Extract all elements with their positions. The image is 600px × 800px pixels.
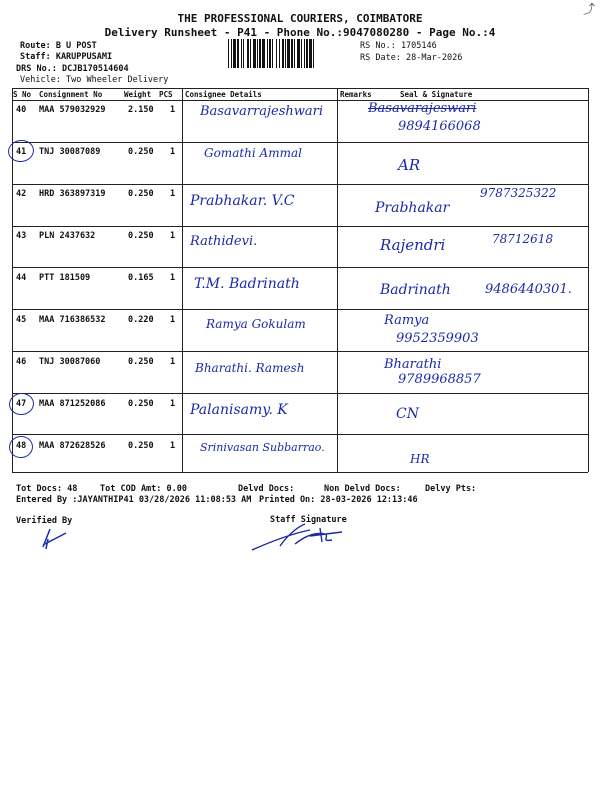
verified-by-signature-mark — [40, 525, 70, 551]
row-weight: 0.250 — [128, 441, 154, 451]
row-consignment: TNJ 30087089 — [39, 147, 101, 157]
row-weight: 0.250 — [128, 189, 154, 199]
row-pcs: 1 — [170, 147, 176, 157]
column-header-consignment: Consignment No — [39, 90, 103, 99]
row-pcs: 1 — [170, 441, 176, 451]
row-pcs: 1 — [170, 399, 176, 409]
row-pcs: 1 — [170, 231, 176, 241]
row-pcs: 1 — [170, 189, 176, 199]
row-weight: 0.220 — [128, 315, 154, 325]
handwritten-signature: Basavarajeswari — [368, 101, 477, 116]
row-pcs: 1 — [170, 105, 176, 115]
column-header-sno: S No — [13, 90, 32, 99]
row-sno: 48 — [16, 441, 27, 451]
row-weight: 0.250 — [128, 357, 154, 367]
entered-by: Entered By :JAYANTHIP41 03/28/2026 11:08:53 AM — [16, 495, 252, 505]
row-pcs: 1 — [170, 357, 176, 367]
barcode-image — [228, 39, 356, 68]
row-divider — [12, 142, 588, 143]
table-header-divider — [12, 100, 588, 101]
row-sno: 45 — [16, 315, 27, 325]
row-consignment: MAA 716386532 — [39, 315, 106, 325]
row-consignment: PLN 2437632 — [39, 231, 96, 241]
row-sno: 44 — [16, 273, 27, 283]
table-bottom-border — [12, 472, 588, 473]
row-sno: 47 — [16, 399, 27, 409]
row-pcs: 1 — [170, 273, 176, 283]
total-docs: Tot Docs: 48 — [16, 484, 78, 494]
row-pcs: 1 — [170, 315, 176, 325]
row-sno: 41 — [16, 147, 27, 157]
delivery-points: Delvy Pts: — [425, 484, 477, 494]
staff-signature-scrawl — [250, 522, 350, 554]
row-weight: 0.250 — [128, 147, 154, 157]
handwritten-signature: Ramya — [384, 313, 430, 328]
handwritten-consignee: Ramya Gokulam — [206, 317, 306, 331]
handwritten-signature: Badrinath — [380, 282, 451, 298]
row-sno: 46 — [16, 357, 27, 367]
row-consignment: MAA 872628526 — [39, 441, 106, 451]
row-divider — [12, 267, 588, 268]
row-sno: 43 — [16, 231, 27, 241]
row-divider — [12, 351, 588, 352]
row-divider — [12, 434, 588, 435]
handwritten-signature: CN — [396, 406, 419, 422]
row-weight: 0.250 — [128, 399, 154, 409]
non-delivered-docs: Non Delvd Docs: — [324, 484, 401, 494]
handwritten-phone: 9789968857 — [398, 372, 481, 387]
row-divider — [12, 226, 588, 227]
handwritten-signature: Bharathi — [384, 357, 442, 372]
total-cod-amount: Tot COD Amt: 0.00 — [100, 484, 187, 494]
handwritten-signature: Prabhakar — [375, 200, 450, 216]
handwritten-phone: 9894166068 — [398, 119, 481, 134]
row-consignment: HRD 363897319 — [39, 189, 106, 199]
column-header-pcs: PCS — [159, 90, 173, 99]
handwritten-consignee: T.M. Badrinath — [194, 276, 300, 292]
rs-number: RS No.: 1705146 — [360, 41, 437, 51]
table-right-border — [588, 88, 589, 472]
row-weight: 0.250 — [128, 231, 154, 241]
document-title: THE PROFESSIONAL COURIERS, COIMBATORE — [177, 12, 423, 25]
row-weight: 0.165 — [128, 273, 154, 283]
handwritten-signature: Rajendri — [380, 236, 446, 254]
row-consignment: PTT 181509 — [39, 273, 91, 283]
row-consignment: MAA 871252086 — [39, 399, 106, 409]
runsheet-subtitle: Delivery Runsheet - P41 - Phone No.:9047080280 - Page No.:4 — [104, 26, 496, 39]
row-divider — [12, 309, 588, 310]
handwritten-consignee: Srinivasan Subbarrao. — [200, 441, 325, 454]
corner-arrow-icon: ⤴ — [583, 2, 596, 16]
printed-on: Printed On: 28-03-2026 12:13:46 — [259, 495, 418, 505]
column-header-signature: Seal & Signature — [400, 90, 473, 99]
handwritten-consignee: Basavarrajeshwari — [200, 104, 324, 119]
rs-date: RS Date: 28-Mar-2026 — [360, 53, 463, 63]
verified-by-label: Verified By — [16, 516, 73, 526]
handwritten-phone: 9787325322 — [480, 186, 557, 200]
delivered-docs: Delvd Docs: — [238, 484, 295, 494]
handwritten-consignee: Gomathi Ammal — [204, 146, 302, 160]
column-divider — [337, 88, 338, 472]
row-weight: 2.150 — [128, 105, 154, 115]
route-label: Route: B U POST — [20, 41, 97, 51]
staff-signature-label: Staff Signature — [270, 515, 347, 525]
handwritten-consignee: Bharathi. Ramesh — [195, 361, 305, 375]
handwritten-consignee: Palanisamy. K — [190, 402, 288, 418]
row-divider — [12, 393, 588, 394]
handwritten-consignee: Prabhakar. V.C — [190, 193, 295, 209]
row-divider — [12, 184, 588, 185]
column-header-consignee: Consignee Details — [185, 90, 262, 99]
column-divider — [182, 88, 183, 472]
handwritten-phone: 78712618 — [492, 232, 554, 246]
handwritten-signature: HR — [410, 452, 430, 466]
column-header-weight: Weight — [124, 90, 152, 99]
row-sno: 42 — [16, 189, 27, 199]
handwritten-signature: AR — [398, 156, 421, 174]
drs-number: DRS No.: DCJB170514604 — [16, 64, 129, 74]
row-consignment: TNJ 30087060 — [39, 357, 101, 367]
handwritten-phone: 9952359903 — [396, 331, 479, 346]
column-header-remarks: Remarks — [340, 90, 372, 99]
row-consignment: MAA 579032929 — [39, 105, 106, 115]
handwritten-consignee: Rathidevi. — [190, 234, 258, 249]
handwritten-phone: 9486440301. — [485, 282, 572, 297]
row-sno: 40 — [16, 105, 27, 115]
vehicle-label: Vehicle: Two Wheeler Delivery — [20, 75, 169, 85]
staff-label: Staff: KARUPPUSAMI — [20, 52, 113, 62]
table-top-border — [12, 88, 588, 89]
